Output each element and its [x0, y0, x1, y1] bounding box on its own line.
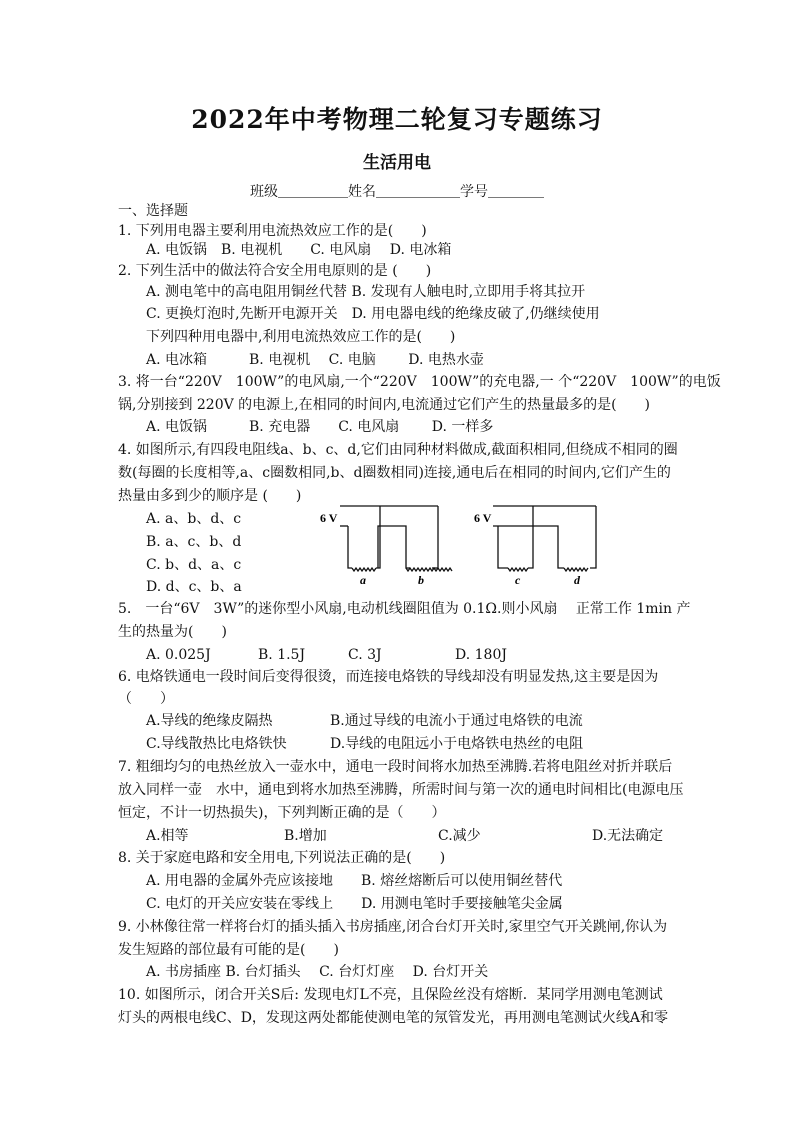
question-5-option-a: A. 0.025J — [146, 647, 211, 663]
question-5-line-2: 生的热量为( ) — [118, 624, 227, 640]
question-9-line-1: 9. 小林像往常一样将台灯的插头插入书房插座,闭合台灯开关时,家里空气开关跳闸,你认为 — [118, 919, 668, 935]
question-5-option-b: B. 1.5J — [258, 647, 306, 663]
question-3-options: A. 电饭锅 B. 充电器 C. 电风扇 D. 一样多 — [146, 419, 494, 435]
coil-d-label: d — [574, 573, 580, 587]
question-7-line-2: 放入同样一壶 水中，通电到将水加热至沸腾，所需时间与第一次的通电时间相比(电源电压 — [118, 782, 684, 798]
question-2b-options: A. 电冰箱 B. 电视机 C. 电脑 D. 电热水壶 — [146, 352, 484, 368]
page-title: 2022年中考物理二轮复习专题练习 — [191, 105, 603, 134]
question-6-option-a: A.导线的绝缘皮隔热 — [146, 713, 273, 729]
left-wire-1 — [348, 526, 352, 568]
question-7-option-c: C.减少 — [438, 828, 481, 844]
question-8-stem: 8. 关于家庭电路和安全用电,下列说法正确的是( ) — [118, 850, 446, 866]
left-wire-3 — [432, 506, 438, 568]
question-2b-stem: 下列四种用电器中,利用电流热效应工作的是( ) — [146, 329, 456, 345]
question-7-line-3: 恒定，不计一切热损失)，下列判断正确的是（ ） — [118, 805, 446, 821]
right-wire-2 — [493, 526, 564, 568]
question-3-line-2: 锅,分别接到 220V 的电源上,在相同的时间内,电流通过它们产生的热量最多的是( ) — [118, 397, 651, 413]
coil-c-label: c — [515, 573, 521, 587]
question-10-line-2: 灯头的两根电线C、D，发现这两处都能使测电笔的氖管发光，再用测电笔测试火线A和零 — [118, 1010, 669, 1026]
question-7-line-1: 7. 粗细均匀的电热丝放入一壶水中，通电一段时间将水加热至沸腾.若将电阻丝对折并联后 — [118, 759, 673, 775]
right-wire-1 — [498, 526, 508, 568]
question-9-line-2: 发生短路的部位最有可能的是( ) — [118, 942, 339, 958]
question-6-option-d: D.导线的电阻远小于电烙铁电热丝的电阻 — [330, 736, 584, 752]
coil-a — [352, 568, 376, 571]
left-voltage-label: 6 V — [320, 511, 338, 525]
question-6-line-2: （ ） — [118, 691, 174, 707]
question-6-option-b: B.通过导线的电流小于通过电烙铁的电流 — [330, 713, 583, 729]
coil-c — [508, 568, 528, 571]
question-10-line-1: 10. 如图所示，闭合开关S后: 发现电灯L不亮，且保险丝没有熔断．某同学用测电笔测试 — [118, 987, 663, 1003]
question-1-options: A. 电饭锅 B. 电视机 C. 电风扇 D. 电冰箱 — [146, 242, 452, 258]
question-4-option-d: D. d、c、b、a — [146, 579, 242, 595]
resistance-wire-circuit-figure — [318, 504, 608, 588]
question-4-line-1: 4. 如图所示,有四段电阻线a、b、c、d,它们由同种材料做成,截面积相同,但绕成不相同的圈 — [118, 442, 678, 458]
coil-b-label: b — [418, 573, 424, 587]
question-2-stem: 2. 下列生活中的做法符合安全用电原则的是 ( ) — [118, 263, 432, 279]
left-wire-2 — [376, 506, 410, 568]
question-6-line-1: 6. 电烙铁通电一段时间后变得很烫，而连接电烙铁的导线却没有明显发热,这主要是因为 — [118, 669, 659, 685]
question-4-option-b: B. a、c、b、d — [146, 534, 242, 550]
question-5-option-c: C. 3J — [348, 647, 382, 663]
question-3-line-1: 3. 将一台“220V 100W”的电风扇,一个“220V 100W”的充电器,一 个“220V 100W”的电饭 — [118, 374, 721, 390]
section-heading: 一、选择题 — [118, 203, 188, 219]
question-6-option-c: C.导线散热比电烙铁快 — [146, 736, 287, 752]
question-2-options-cd: C. 更换灯泡时,先断开电源开关 D. 用电器电线的绝缘皮破了,仍继续使用 — [146, 306, 600, 322]
coil-a-label: a — [360, 573, 366, 587]
right-wire-4 — [590, 506, 596, 568]
question-9-options: A. 书房插座 B. 台灯插头 C. 台灯灯座 D. 台灯开关 — [146, 964, 489, 980]
question-1-stem: 1. 下列用电器主要利用电流热效应工作的是( ) — [118, 223, 427, 239]
coil-b — [406, 568, 452, 571]
question-5-option-d: D. 180J — [455, 647, 507, 663]
coil-d — [564, 568, 588, 571]
student-info-line: 班级＿＿＿＿＿姓名＿＿＿＿＿＿学号＿＿＿＿ — [250, 184, 544, 200]
question-5-line-1: 5. 一台“6V 3W”的迷你型小风扇,电动机线圈阻值为 0.1Ω.则小风扇 正常工作 1min 产 — [118, 601, 691, 617]
question-7-option-d: D.无法确定 — [592, 828, 664, 844]
page-subtitle: 生活用电 — [363, 153, 431, 173]
question-7-option-b: B.增加 — [284, 828, 327, 844]
question-4-option-c: C. b、d、a、c — [146, 557, 242, 573]
question-8-options-cd: C. 电灯的开关应安装在零线上 D. 用测电笔时手要接触笔尖金属 — [146, 896, 563, 912]
question-8-options-ab: A. 用电器的金属外壳应该接地 B. 熔丝熔断后可以使用铜丝替代 — [146, 873, 563, 889]
question-4-line-3: 热量由多到少的顺序是 ( ) — [118, 488, 302, 504]
question-4-line-2: 数(每圈的长度相等,a、c圈数相同,b、d圈数相同)连接,通电后在相同的时间内,它们产生的 — [118, 465, 671, 481]
question-2-options-ab: A. 测电笔中的高电阻用铜丝代替 B. 发现有人触电时,立即用手将其拉开 — [146, 284, 586, 300]
question-4-option-a: A. a、b、d、c — [146, 511, 242, 527]
question-7-option-a: A.相等 — [146, 828, 189, 844]
right-voltage-label: 6 V — [474, 511, 492, 525]
